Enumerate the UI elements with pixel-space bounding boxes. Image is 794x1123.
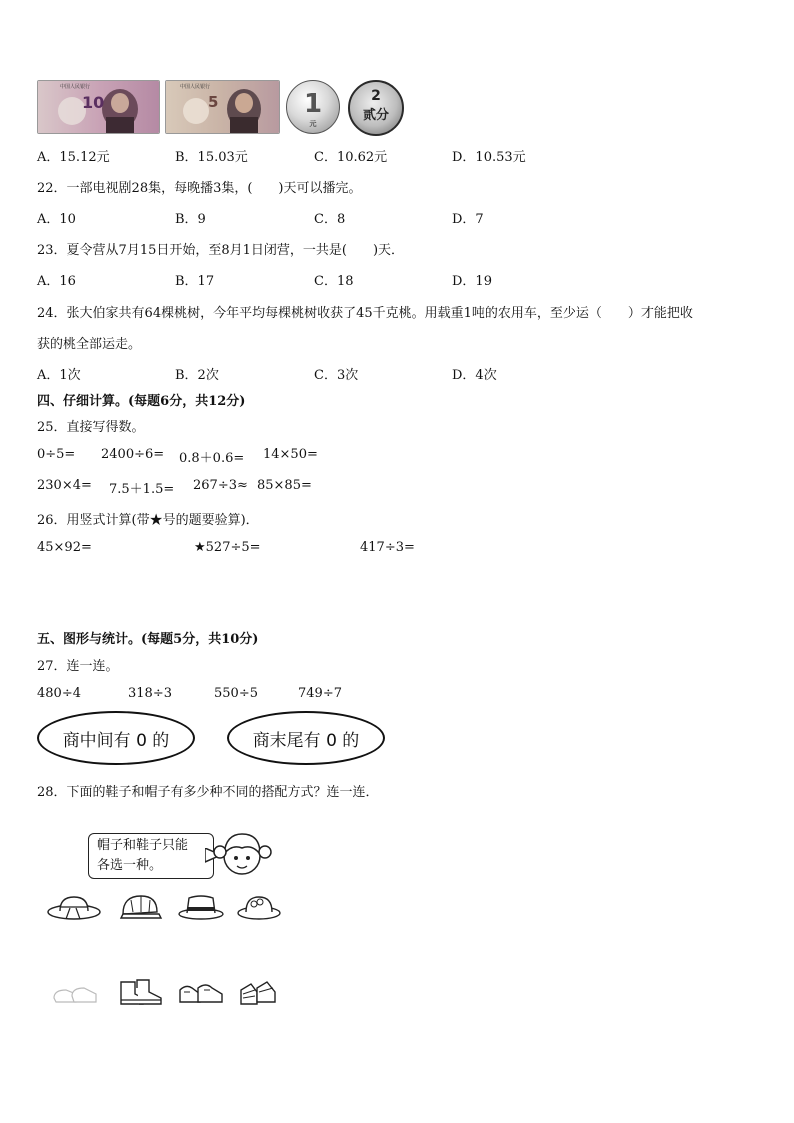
q27-stem: 27．连一连。 [37, 659, 119, 674]
coin-value: 2 [371, 88, 381, 104]
note-header: 中国人民银行 [180, 84, 211, 90]
q25-item: 267÷3≈ [193, 478, 248, 493]
q23-option-c: C．18 [314, 274, 354, 289]
q22-option-a: A．10 [37, 212, 76, 227]
section-5-title: 五、图形与统计。(每题5分，共10分) [37, 632, 259, 647]
q24-stem-line2: 获的桃全部运走。 [37, 337, 142, 352]
q23-stem: 23．夏令营从7月15日开始，至8月1日闭营，一共是( )天． [37, 243, 405, 258]
coin-value: 1 [303, 89, 323, 119]
coin-label: 贰分 [362, 108, 389, 123]
q24-option-d: D．4次 [452, 368, 497, 383]
q25-item: 85×85= [257, 478, 312, 493]
oval-middle-zero: 商中间有 0 的 [37, 711, 195, 765]
q27-item: 318÷3 [128, 686, 172, 701]
q24-option-a: A．1次 [37, 368, 81, 383]
q22-option-b: B．9 [175, 212, 206, 227]
q27-item: 749÷7 [298, 686, 342, 701]
q28-stem: 28．下面的鞋子和帽子有多少种不同的搭配方式？连一连． [37, 785, 379, 800]
note-value: 10 [82, 93, 105, 112]
q21-option-a: A．15.12元 [37, 150, 110, 165]
cap-icon [119, 892, 163, 922]
q21-option-c: C．10.62元 [314, 150, 388, 165]
q22-option-d: D．7 [452, 212, 484, 227]
one-yuan-coin-image [286, 80, 340, 134]
boots-icon [117, 978, 165, 1008]
q26-item: 417÷3= [360, 540, 415, 555]
bubble-line: 帽子和鞋子只能 [97, 838, 189, 853]
q27-item: 480÷4 [37, 686, 81, 701]
note-value: 5 [208, 93, 219, 111]
q25-item: 230×4= [37, 478, 92, 493]
flower-hat-icon [236, 892, 282, 922]
q25-item: 7.5＋1.5= [109, 482, 175, 497]
q23-option-d: D．19 [452, 274, 492, 289]
two-fen-coin-image [348, 80, 404, 136]
q26-item: 45×92= [37, 540, 92, 555]
ten-yuan-note-image [37, 80, 160, 134]
q22-stem: 22．一部电视剧28集，每晚播3集，( )天可以播完。 [37, 181, 362, 196]
girl-icon [212, 826, 274, 882]
q23-option-b: B．17 [175, 274, 215, 289]
speech-bubble [88, 833, 214, 879]
q24-option-c: C．3次 [314, 368, 359, 383]
q24-stem-line1: 24．张大伯家共有64棵桃树，今年平均每棵桃树收获了45千克桃。用载重1吨的农用车，至少运（ ）才能把收 [37, 306, 693, 321]
sneakers-icon [176, 980, 226, 1008]
slipper-shoes-icon [50, 982, 100, 1008]
q21-option-d: D．10.53元 [452, 150, 526, 165]
q25-stem: 25．直接写得数。 [37, 420, 145, 435]
q25-item: 0÷5= [37, 447, 76, 462]
sandals-icon [237, 978, 279, 1008]
oval-end-zero: 商末尾有 0 的 [227, 711, 385, 765]
note-header: 中国人民银行 [60, 84, 91, 90]
q27-item: 550÷5 [214, 686, 258, 701]
bubble-line: 各选一种。 [97, 858, 163, 873]
q23-option-a: A．16 [37, 274, 76, 289]
q25-item: 14×50= [263, 447, 318, 462]
section-4-title: 四、仔细计算。(每题6分，共12分) [37, 394, 246, 409]
q25-item: 0.8＋0.6= [179, 451, 245, 466]
fedora-hat-icon [177, 892, 225, 922]
q26-stem: 26．用竖式计算(带★号的题要验算)． [37, 513, 259, 528]
coin-label: 元 [309, 120, 317, 128]
five-yuan-note-image [165, 80, 280, 134]
q24-option-b: B．2次 [175, 368, 219, 383]
q25-item: 2400÷6= [101, 447, 165, 462]
q21-option-b: B．15.03元 [175, 150, 248, 165]
q26-item: ★527÷5= [194, 540, 261, 555]
sun-hat-icon [46, 892, 102, 922]
q22-option-c: C．8 [314, 212, 346, 227]
